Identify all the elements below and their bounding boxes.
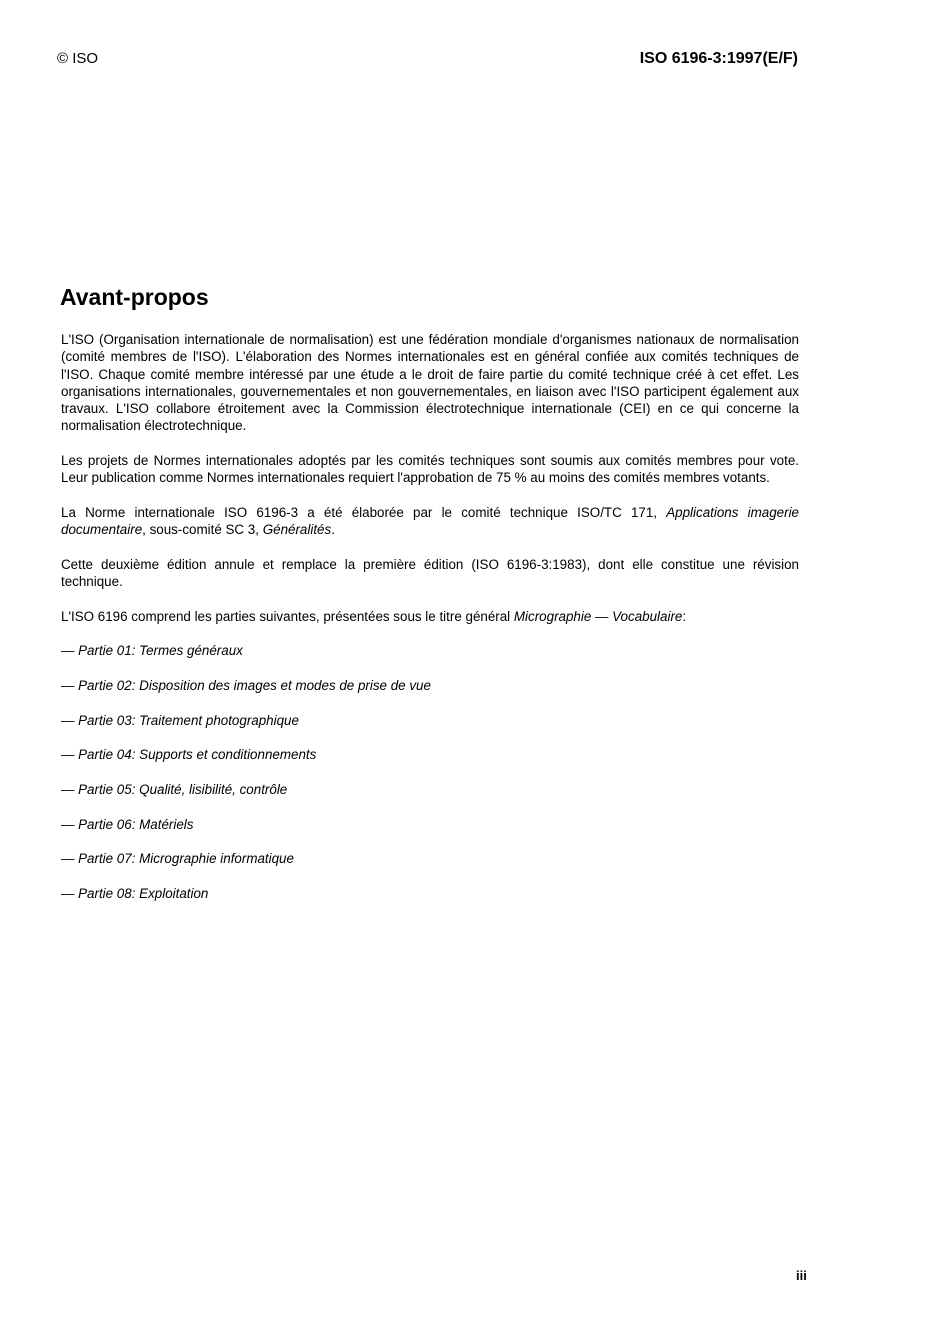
parts-intro-text: L'ISO 6196 comprend les parties suivantes, présentées sous le titre général bbox=[61, 608, 514, 624]
subcommittee-name: Généralités bbox=[262, 522, 332, 538]
list-item: — Partie 01: Termes généraux bbox=[61, 643, 243, 659]
page-number: iii bbox=[796, 1268, 807, 1283]
committee-period: . bbox=[331, 522, 335, 538]
paragraph-edition: Cette deuxième édition annule et remplace la première édition (ISO 6196-3:1983), dont elle constitue une révision technique. bbox=[61, 556, 799, 590]
paragraph-voting: Les projets de Normes internationales adoptés par les comités techniques sont soumis aux comités membres pour vote. Leur publication comme Normes internationales requiert l'approbation de 75 % au moins des comités membres votants. bbox=[61, 453, 799, 486]
list-item: — Partie 05: Qualité, lisibilité, contrôle bbox=[61, 782, 288, 798]
list-item: — Partie 04: Supports et conditionnements bbox=[61, 747, 317, 763]
copyright-header: © ISO bbox=[57, 50, 99, 67]
list-item: — Partie 08: Exploitation bbox=[61, 886, 209, 902]
list-item: — Partie 02: Disposition des images et modes de prise de vue bbox=[61, 678, 431, 694]
foreword-body bbox=[61, 331, 799, 920]
general-title: Micrographie — Vocabulaire bbox=[513, 608, 683, 624]
committee-text: La Norme internationale ISO 6196-3 a été élaborée par le comité technique ISO/TC 171, bbox=[61, 504, 667, 520]
parts-list bbox=[61, 642, 799, 902]
subcommittee-text: , sous-comité SC 3, bbox=[142, 522, 263, 538]
page-title: Avant-propos bbox=[60, 284, 209, 310]
list-item: — Partie 03: Traitement photographique bbox=[61, 712, 299, 728]
list-item: — Partie 07: Micrographie informatique bbox=[61, 851, 294, 867]
parts-intro-colon: : bbox=[682, 608, 687, 624]
committee-name: Applications imagerie documentaire bbox=[61, 504, 799, 538]
list-item: — Partie 06: Matériels bbox=[61, 816, 194, 832]
paragraph-parts-intro bbox=[61, 608, 799, 625]
standard-reference-header: ISO 6196-3:1997(E/F) bbox=[639, 50, 798, 67]
paragraph-committee bbox=[61, 504, 799, 539]
paragraph-iso-federation: L'ISO (Organisation internationale de normalisation) est une fédération mondiale d'organismes nationaux de normalisation (comité membres de l'ISO). L'élaboration des Normes internationales est en général confiée aux comités techniques de l'ISO. Chaque comité membre intéressé par une étude a le droit de faire partie du comité technique créé à cet effet. Les organisations internationales, gouvernementales et non gouvernementales, en liaison avec l'ISO participent également aux travaux. L'ISO collabore étroitement avec la Commission électrotechnique internationale (CEI) en ce qui concerne la normalisation électrotechnique. bbox=[61, 332, 799, 434]
